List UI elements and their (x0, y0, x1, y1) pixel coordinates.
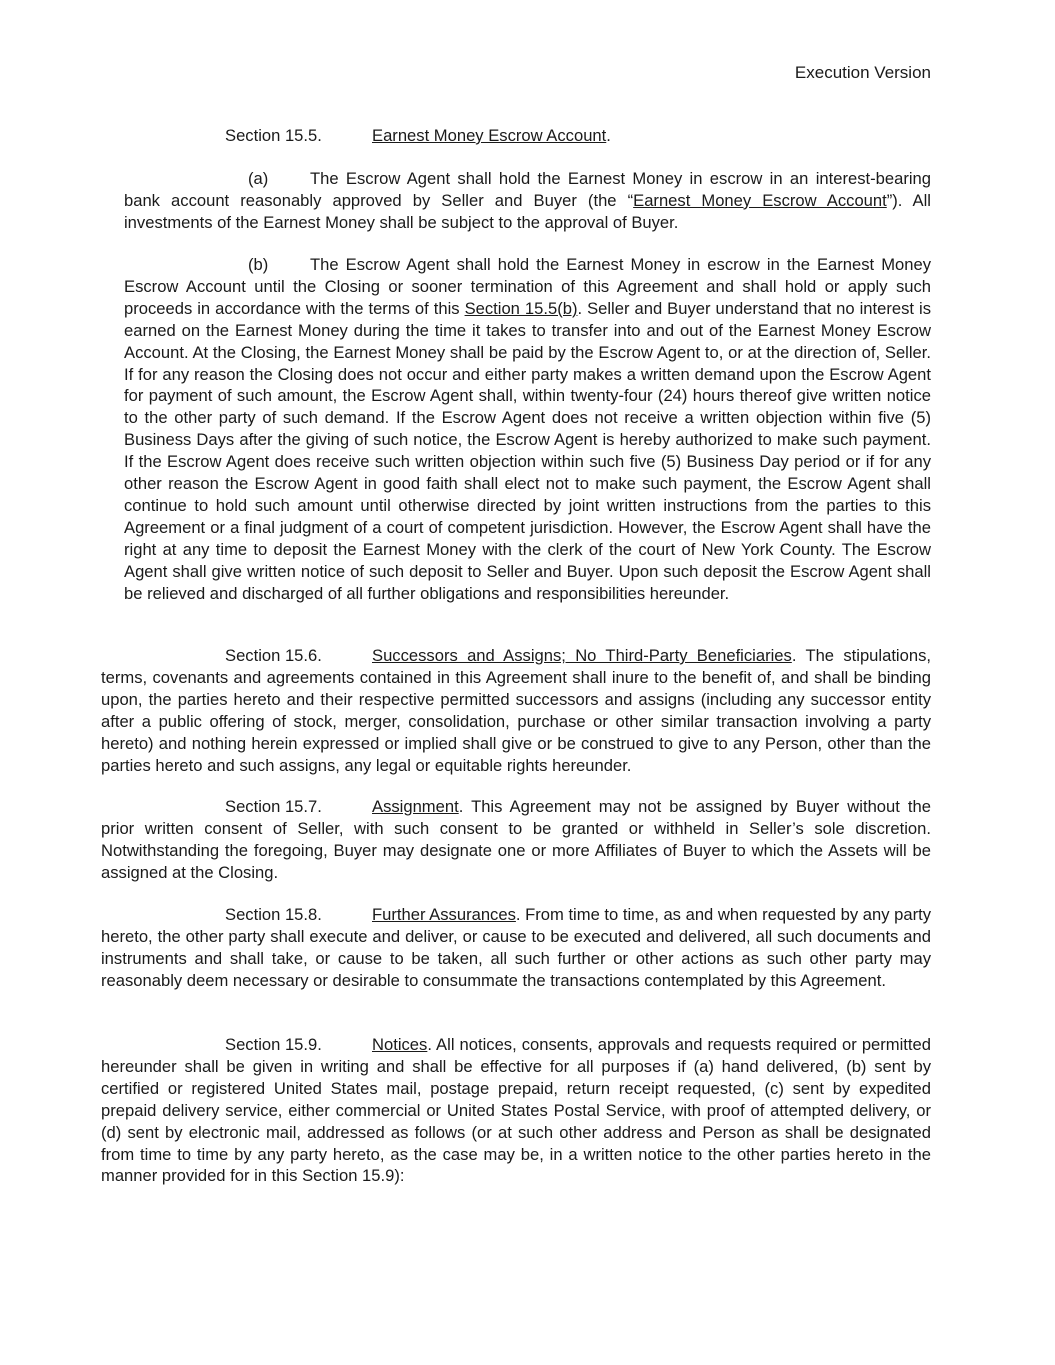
section-title: Earnest Money Escrow Account (372, 126, 607, 145)
section-title: Further Assurances (372, 905, 516, 924)
section-15-7-paragraph (101, 796, 931, 884)
section-number: Section 15.6. (225, 646, 322, 665)
section-title: Successors and Assigns; No Third-Party Beneficiaries (372, 646, 792, 665)
paragraph-text: The Escrow Agent shall hold the Earnest Money in escrow in an interest-bearing bank account reasonably approved by Seller and Buyer (the “ (124, 169, 931, 210)
paragraph-text: ”). All investments of the Earnest Money shall be subject to the approval of Buyer. (124, 190, 931, 232)
defined-term: Earnest Money Escrow Account (633, 190, 887, 210)
paragraph-text: . From time to time, as and when requested by any party hereto, the other party shall execute and deliver, or cause to be executed and delivered, all such documents and instruments and shall take, or cause to be taken, all such further or other actions as such other party may reasonably deem necessary or desirable to consummate the transactions contemplated by this Agreement. (101, 905, 932, 990)
paragraph-text: . All notices, consents, approvals and requests required or permitted hereunder shall be given in writing and shall be effective for all purposes if (a) hand delivered, (b) sent by certified or registered United States mail, postage prepaid, return receipt requested, (c) sent by expedited prepaid delivery service, either commercial or United States Postal Service, with proof of attempted delivery, or (d) sent by electronic mail, addressed as follows (or at such other address and Person as shall be designated from time to time by any party hereto, as the case may be, in a written notice to the other parties hereto in the manner provided for in this Section 15.9): (101, 1035, 931, 1186)
subsection-label: (a) (248, 169, 269, 188)
paragraph-text: . Seller and Buyer understand that no interest is earned on the Earnest Money during the time it takes to transfer into and out of the Earnest Money Escrow Account. At the Closing, the Earnest Money shall be paid by the Escrow Agent to, or at the direction of, Seller. If for any reason the Closing does not occur and either party makes a written demand upon the Escrow Agent for payment of such amount, the Escrow Agent shall, within twenty-four (24) hours thereof give written notice to the other party of such demand. If the Escrow Agent does not receive a written objection within five (5) Business Days after the giving of such notice, the Escrow Agent is hereby authorized to make such payment. If the Escrow Agent does receive such written objection within such five (5) Business Day period or if for any other reason the Escrow Agent in good faith shall elect not to make such payment, the Escrow Agent shall continue to hold such amount until otherwise directed by joint written instructions from the parties to this Agreement or a final judgment of a court of competent jurisdiction. However, the Escrow Agent shall have the right at any time to deposit the Earnest Money with the clerk of the court of New York County. The Escrow Agent shall give written notice of such deposit to Seller and Buyer. Upon such deposit the Escrow Agent shall be relieved and discharged of all further obligations and responsibilities hereunder. (124, 298, 931, 603)
section-15-5-a-paragraph (124, 168, 931, 234)
section-15-5-heading (225, 125, 611, 147)
section-number: Section 15.9. (225, 1035, 322, 1054)
section-title-period: . (606, 126, 611, 145)
section-15-9-paragraph (101, 1034, 931, 1187)
section-title: Assignment (372, 797, 459, 816)
section-number: Section 15.8. (225, 905, 322, 924)
section-15-6-paragraph (101, 645, 931, 776)
section-title: Notices (372, 1035, 428, 1054)
cross-reference: Section 15.5(b) (464, 298, 578, 318)
paragraph-text: . The stipulations, terms, covenants and agreements contained in this Agreement shall inure to the benefit of, and shall be binding upon, the parties hereto and their respective permitted successors and assigns (including any successor entity after a public offering of stock, merger, consolidation, purchase or other similar transaction involving a party hereto) and nothing herein expressed or implied shall give or be construed to give to any Person, other than the parties hereto and such assigns, any legal or equitable rights hereunder. (101, 646, 931, 775)
subsection-label: (b) (248, 255, 269, 274)
section-15-8-paragraph (101, 904, 931, 992)
paragraph-text: . This Agreement may not be assigned by Buyer without the prior written consent of Seller, with such consent to be granted or withheld in Seller’s sole discretion. Notwithstanding the foregoing, Buyer may designate one or more Affiliates of Buyer to which the Assets will be assigned at the Closing. (101, 797, 931, 882)
section-number: Section 15.7. (225, 797, 322, 816)
section-15-5-b-paragraph (124, 254, 931, 605)
section-number: Section 15.5. (225, 126, 322, 145)
execution-version-header: Execution Version (794, 63, 931, 82)
paragraph-text: The Escrow Agent shall hold the Earnest Money in escrow in the Earnest Money Escrow Account until the Closing or sooner termination of this Agreement and shall hold or apply such proceeds in accordance with the terms of this (124, 255, 931, 318)
